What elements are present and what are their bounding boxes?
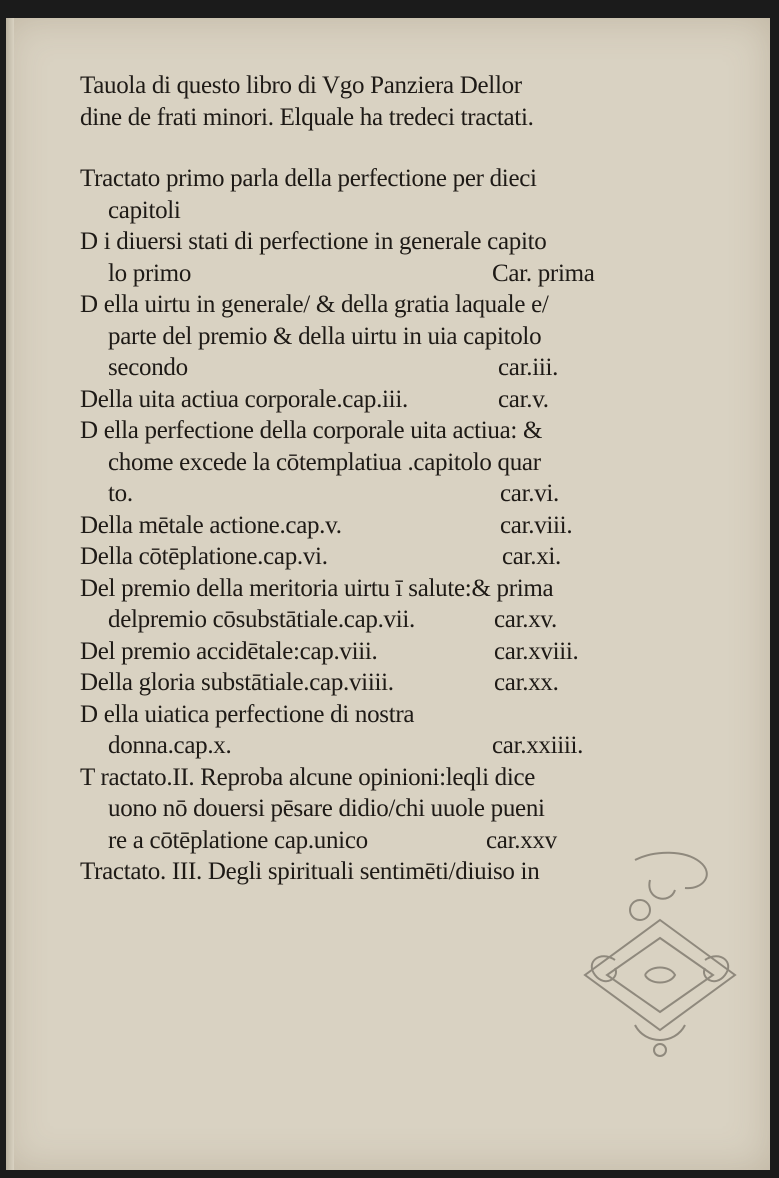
page-reference: Car. prima (492, 259, 595, 287)
toc-line: Della cōtēplatione.cap.vi. car.xi. (80, 541, 620, 573)
page-reference: car.iii. (498, 354, 559, 381)
toc-line: D ella perfectione della corporale uita actiua: & (80, 417, 543, 444)
heading-line-2: dine de frati minori. Elquale ha tredeci tractati. (80, 103, 534, 131)
toc-line: Della gloria substātiale.cap.viiii. car.xx. (80, 667, 620, 699)
toc-line: Del premio accidētale:cap.viii. car.xviii. (80, 636, 620, 668)
toc-line: chome excede la cōtemplatiua .capitolo quar (108, 448, 541, 476)
toc-line: uono nō douersi pēsare didio/chi uuole pueni (108, 795, 545, 822)
toc-line: Della mētale actione.cap.v. car.viii. (80, 510, 620, 542)
page-reference: car.xxv (486, 826, 557, 854)
page-reference: car.vi. (500, 480, 559, 507)
page-reference: car.xi. (502, 543, 561, 570)
toc-line: Tractato. III. Degli spirituali sentimēti/diuiso in (80, 858, 540, 885)
toc-line: re a cōtēplatione cap.unico car.xxv (80, 825, 620, 857)
toc-line: donna.cap.x. car.xxiiii. (80, 730, 620, 762)
page-reference: car.viii. (500, 511, 573, 539)
page-reference: car.xviii. (494, 637, 579, 665)
toc-line: to. car.vi. (80, 478, 620, 510)
toc-line: T ractato.II. Reproba alcune opinioni:leqli dice (80, 763, 536, 791)
toc-line: secondo car.iii. (80, 352, 620, 384)
page-reference: car.xx. (494, 669, 559, 696)
library-stamp-icon (575, 850, 745, 1060)
toc-line: capitoli (108, 196, 181, 224)
page-reference: car.v. (498, 385, 549, 413)
toc-line: Del premio della meritoria uirtu ī salute:& prima (80, 574, 554, 602)
toc-line: D i diuersi stati di perfectione in generale capito (80, 228, 547, 255)
toc-line: lo primo Car. prima (80, 258, 620, 290)
table-of-contents (80, 70, 620, 888)
toc-line: D ella uiatica perfectione di nostra (80, 700, 415, 728)
page-gutter (6, 18, 14, 1170)
page-reference: car.xxiiii. (492, 732, 584, 759)
page-reference: car.xv. (494, 606, 557, 633)
toc-line: Tractato primo parla della perfectione per dieci (80, 165, 537, 192)
toc-line: D ella uirtu in generale/ & della gratia laquale e/ (80, 291, 549, 318)
toc-line: delpremio cōsubstātiale.cap.vii. car.xv. (80, 604, 620, 636)
toc-line: Della uita actiua corporale.cap.iii. car.v. (80, 384, 620, 416)
heading-line-1: Tauola di questo libro di Vgo Panziera Dellor (80, 72, 522, 99)
toc-line: parte del premio & della uirtu in uia capitolo (108, 322, 542, 350)
